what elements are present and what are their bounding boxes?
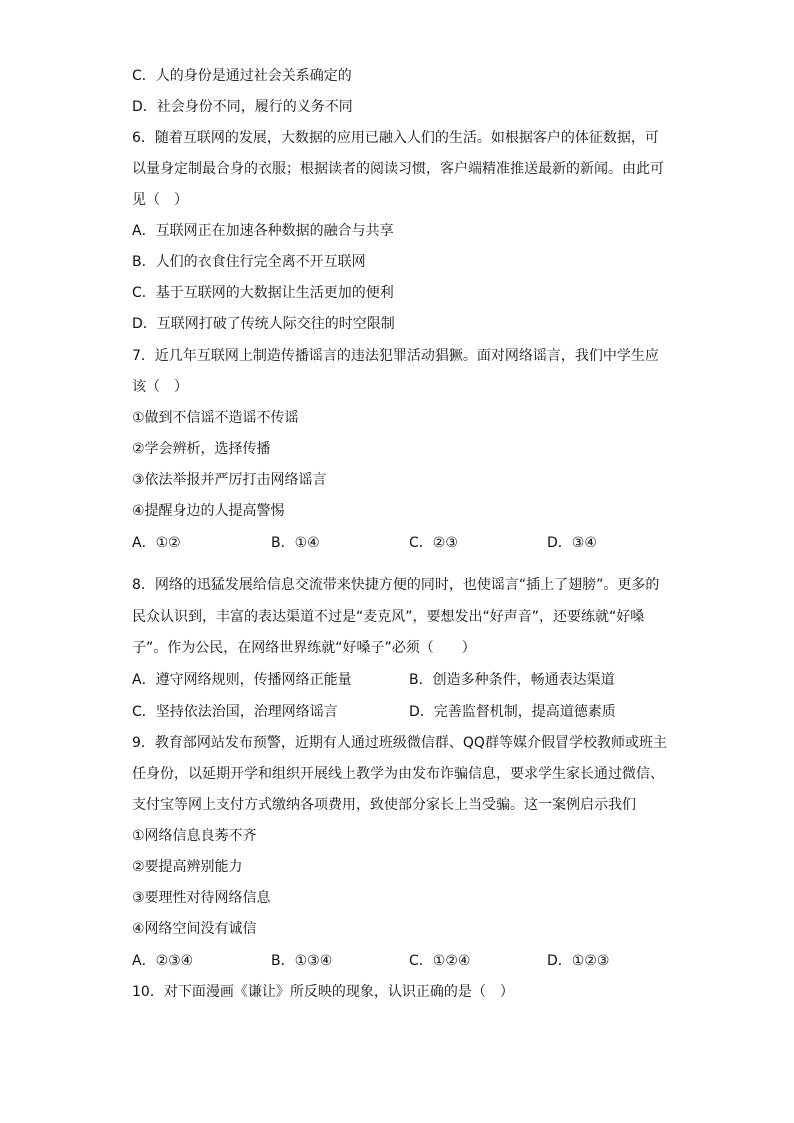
statement-4-q7: ④提醒身边的人提高警惕: [132, 503, 285, 519]
option-b-q9: B．①③④: [271, 953, 333, 969]
question-8-line-1: 8．网络的迅猛发展给信息交流带来快捷方便的同时，也使谣言“插上了翅膀”。更多的: [132, 577, 660, 593]
options-q8-row-1: [132, 670, 732, 690]
option-d-q8: D．完善监督机制，提高道德素质: [409, 704, 616, 720]
option-d-q6: D．互联网打破了传统人际交往的时空限制: [132, 316, 395, 332]
option-b-q8: B．创造多种条件，畅通表达渠道: [409, 672, 615, 688]
question-10: 10．对下面漫画《谦让》所反映的现象，认识正确的是（ ）: [132, 984, 514, 1000]
option-b-q7: B．①④: [271, 535, 320, 551]
statement-3-q9: ③要理性对待网络信息: [132, 890, 271, 906]
option-d-q9: D．①②③: [547, 953, 610, 969]
option-c-q7: C．②③: [409, 535, 458, 551]
options-q8-row-2: [132, 702, 732, 722]
question-6-line-1: 6．随着互联网的发展，大数据的应用已融入人们的生活。如根据客户的体征数据，可: [132, 130, 659, 146]
option-c-q6: C．基于互联网的大数据让生活更加的便利: [132, 285, 394, 301]
question-7-line-1: 7．近几年互联网上制造传播谣言的违法犯罪活动猖獗。面对网络谣言，我们中学生应: [132, 348, 659, 364]
option-a-q8: A．遵守网络规则，传播网络正能量: [132, 672, 352, 688]
statement-3-q7: ③依法举报并严厉打击网络谣言: [132, 472, 327, 488]
question-7-line-2: 该（ ）: [132, 379, 188, 395]
statement-2-q9: ②要提高辨别能力: [132, 859, 243, 875]
question-9-line-3: 支付宝等网上支付方式缴纳各项费用，致使部分家长上当受骗。这一案例启示我们: [132, 797, 636, 813]
option-c-q9: C．①②④: [409, 953, 471, 969]
question-6-line-2: 以量身定制最合身的衣服；根据读者的阅读习惯，客户端精准推送最新的新闻。由此可: [132, 161, 664, 177]
question-9-line-2: 任身份，以延期开学和组织开展线上教学为由发布诈骗信息，要求学生家长通过微信、: [132, 766, 664, 782]
option-a-q6: A．互联网正在加速各种数据的融合与共享: [132, 223, 394, 239]
option-d-q7: D．③④: [547, 535, 597, 551]
option-c-q8: C．坚持依法治国，治理网络谣言: [132, 704, 338, 720]
statement-4-q9: ④网络空间没有诚信: [132, 921, 257, 937]
option-c-q5: C．人的身份是通过社会关系确定的: [132, 68, 352, 84]
option-a-q7: A．①②: [132, 535, 181, 551]
options-q7: [132, 533, 732, 553]
option-a-q9: A．②③④: [132, 953, 194, 969]
question-6-line-3: 见（ ）: [132, 192, 188, 208]
question-8-line-2: 民众认识到，丰富的表达渠道不过是“麦克风”，要想发出“好声音”，还要练就“好嗓: [132, 609, 645, 625]
options-q9: [132, 951, 732, 971]
option-d-q5: D．社会身份不同，履行的义务不同: [132, 99, 353, 115]
question-9-line-1: 9．教育部网站发布预警，近期有人通过班级微信群、QQ群等媒介假冒学校教师或班主: [132, 735, 667, 751]
statement-2-q7: ②学会辨析，选择传播: [132, 441, 271, 457]
statement-1-q9: ①网络信息良莠不齐: [132, 828, 257, 844]
question-8-line-3: 子”。作为公民，在网络世界练就“好嗓子”必须（ ）: [132, 640, 476, 656]
option-b-q6: B．人们的衣食住行完全离不开互联网: [132, 254, 366, 270]
statement-1-q7: ①做到不信谣不造谣不传谣: [132, 410, 299, 426]
